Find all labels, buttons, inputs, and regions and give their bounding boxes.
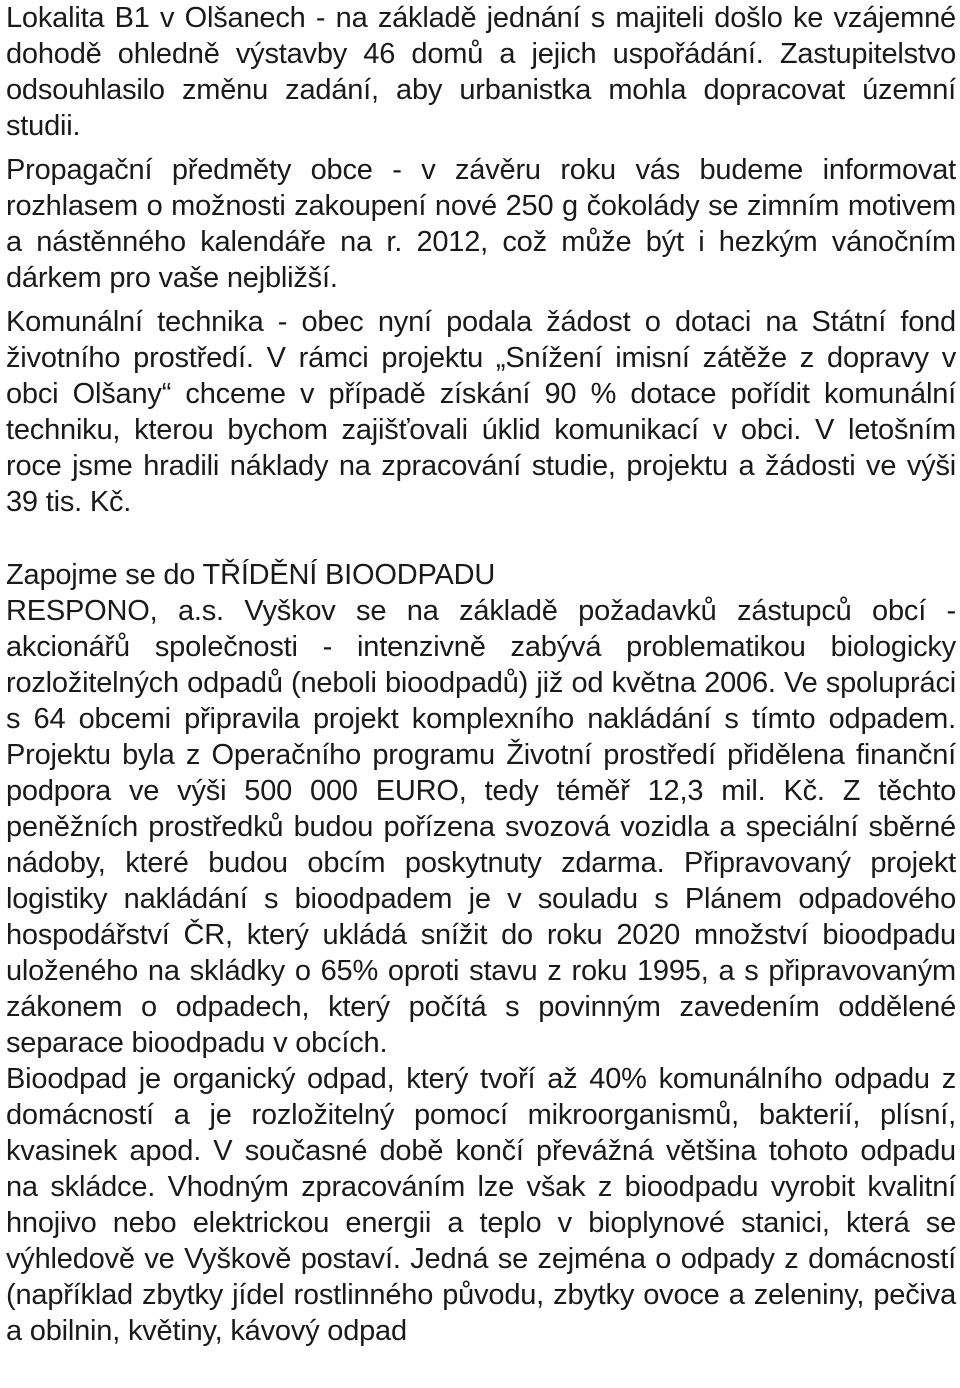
section-heading-bioodpad: Zapojme se do TŘÍDĚNÍ BIOODPADU [6, 559, 496, 591]
paragraph-propagacni-predmety: Propagační předměty obce - v závěru roku vás budeme informovat rozhlasem o možnosti zakoupení nové 250 g čokolády se zimním motivem a nástěnného kalendáře na r. 2012, což může být i hezkým vánočním dárkem pro vaše nejbližší. [6, 154, 956, 294]
paragraph-bioodpad-definice: Bioodpad je organický odpad, který tvoří až 40% komunálního odpadu z domácností a je rozložitelný pomocí mikroorganismů, bakterií, plísní, kvasinek apod. V současné době končí převážná většina tohoto odpadu na skládce. Vhodným zpracováním lze však z bioodpadu vyrobit kvalitní hnojivo nebo elektrickou energii a teplo v bioplynové stanici, která se výhledově ve Vyškově postaví. Jedná se zejména o odpady z domácností (například zbytky jídel rostlinného původu, zbytky ovoce a zeleniny, pečiva a obilnin, květiny, kávový odpad [6, 1063, 956, 1347]
spacer [6, 296, 956, 304]
paragraph-komunalni-technika: Komunální technika - obec nyní podala žádost o dotaci na Státní fond životního prostředí. V rámci projektu „Snížení imisní zátěže z dopravy v obci Olšany“ chceme v případě získání 90 % dotace pořídit komunální techniku, kterou bychom zajišťovali úklid komunikací v obci. V letošním roce jsme hradili náklady na zpracování studie, projektu a žádosti ve výši 39 tis. Kč. [6, 306, 956, 518]
spacer [6, 144, 956, 152]
paragraph-respono: RESPONO, a.s. Vyškov se na základě požadavků zástupců obcí - akcionářů společnosti - intenzivně zabývá problematikou biologicky rozložitelných odpadů (neboli bioodpadů) již od května 2006. Ve spolupráci s 64 obcemi připravila projekt komplexního nakládání s tímto odpadem. Projektu byla z Operačního programu Životní prostředí přidělena finanční podpora ve výši 500 000 EURO, tedy téměř 12,3 mil. Kč. Z těchto peněžních prostředků budou pořízena svozová vozidla a speciální sběrné nádoby, které budou obcím poskytnuty zdarma. Připravovaný projekt logistiky nakládání s bioodpadem je v souladu s Plánem odpadového hospodářství ČR, který ukládá snížit do roku 2020 množství bioodpadu uloženého na skládky o 65% oproti stavu z roku 1995, a s připravovaným zákonem o odpadech, který počítá s povinným zavedením oddělené separace bioodpadu v obcích. [6, 595, 956, 1059]
spacer [6, 520, 956, 557]
paragraph-lokalita-b1: Lokalita B1 v Olšanech - na základě jednání s majiteli došlo ke vzájemné dohodě ohledně výstavby 46 domů a jejich uspořádání. Zastupitelstvo odsouhlasilo změnu zadání, aby urbanistka mohla dopracovat územní studii. [6, 2, 956, 142]
